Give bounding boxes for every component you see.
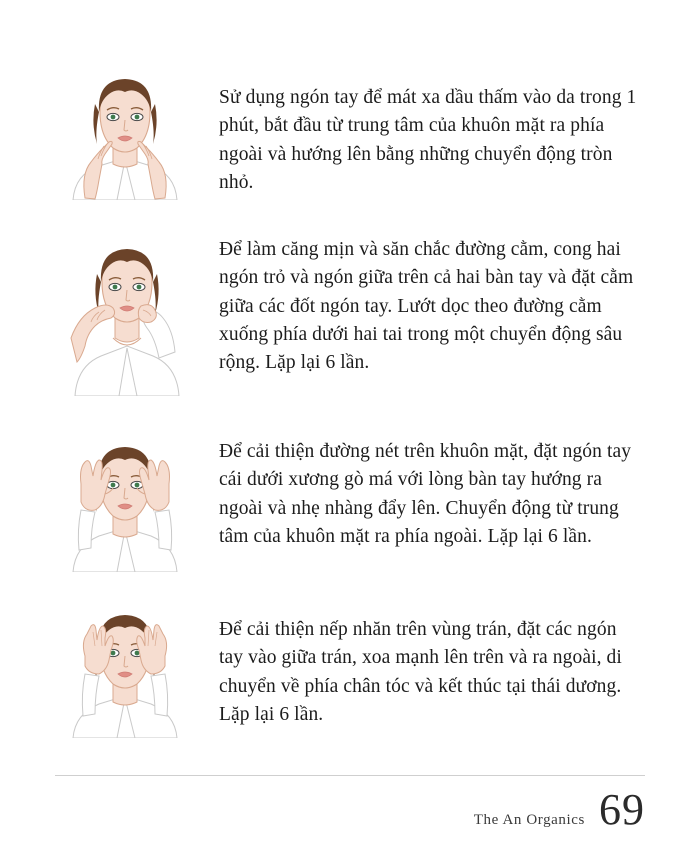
instruction-step <box>55 598 645 738</box>
instruction-text: Để cải thiện nếp nhăn trên vùng trán, đặt các ngón tay vào giữa trán, xoa mạnh lên trên và ra ngoài, di chuyển về phía chân tóc và kết thúc tại thái dương. Lặp lại 6 lần. <box>219 619 622 725</box>
instruction-step <box>55 226 645 396</box>
footer-divider <box>55 775 645 776</box>
instruction-text: Sử dụng ngón tay để mát xa dầu thấm vào da trong 1 phút, bắt đầu từ trung tâm của khuôn mặt ra phía ngoài và hướng lên bằng những chuyển động tròn nhỏ. <box>219 87 637 193</box>
woman-smoothing-forehead-with-fingers-illustration <box>55 598 205 738</box>
instruction-step <box>55 422 645 572</box>
page-number: 69 <box>599 785 645 835</box>
woman-massaging-cheeks-with-fingertips-illustration <box>55 70 205 200</box>
woman-contouring-jawline-with-curled-fingers-illustration <box>55 226 205 396</box>
instruction-step <box>55 70 645 200</box>
page-footer <box>55 775 645 835</box>
instruction-text: Để cải thiện đường nét trên khuôn mặt, đặt ngón tay cái dưới xương gò má với lòng bàn tay hướng ra ngoài và nhẹ nhàng đẩy lên. Chuyển động từ trung tâm của khuôn mặt ra phía ngoài. Lặp lại 6 lần. <box>219 441 632 547</box>
woman-lifting-cheekbones-with-thumbs-illustration <box>55 422 205 572</box>
brand-name: The An Organics <box>473 812 585 829</box>
instruction-text: Để làm căng mịn và săn chắc đường cằm, cong hai ngón trỏ và ngón giữa trên cả hai bàn tay và đặt cằm giữa các đốt ngón tay. Lướt dọc theo đường cằm xuống phía dưới hai tai trong một chuyển động sâu rộng. Lặp lại 6 lần. <box>219 239 634 374</box>
